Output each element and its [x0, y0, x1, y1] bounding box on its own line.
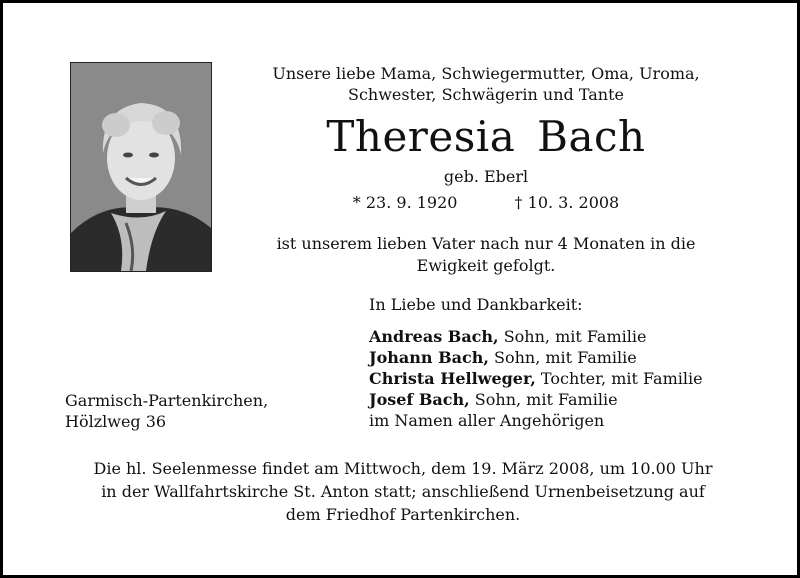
message-text: [225, 233, 747, 277]
mourners-block: [369, 294, 703, 431]
mourner-name: Josef Bach,: [369, 390, 470, 409]
mass-line: Die hl. Seelenmesse findet am Mittwoch, dem 19. März 2008, um 10.00 Uhr: [93, 459, 713, 478]
maiden-name: geb. Eberl: [443, 167, 529, 186]
portrait-icon: [71, 63, 211, 271]
deceased-name: Theresia Bach: [326, 112, 646, 161]
message-line: Ewigkeit gefolgt.: [416, 256, 556, 275]
birth-date: * 23. 9. 1920: [352, 193, 458, 212]
mass-line: in der Wallfahrtskirche St. Anton statt; anschließend Urnenbeisetzung auf: [101, 482, 705, 501]
death-date: † 10. 3. 2008: [514, 193, 620, 212]
mourner-relation: Sohn, mit Familie: [469, 390, 618, 409]
funeral-mass-notice: [43, 457, 763, 526]
mourner-relation: Sohn, mit Familie: [498, 327, 647, 346]
mourner-item: [369, 368, 703, 389]
mass-line: dem Friedhof Partenkirchen.: [285, 505, 521, 524]
mourner-name: Andreas Bach,: [369, 327, 499, 346]
closing-line: im Namen aller Angehörigen: [369, 411, 605, 430]
mourner-name: Christa Hellweger,: [369, 369, 536, 388]
mourner-name: Johann Bach,: [369, 348, 489, 367]
address-line: Garmisch-Partenkirchen,: [65, 391, 269, 410]
intro-line: Schwester, Schwägerin und Tante: [348, 85, 624, 104]
intro-line: Unsere liebe Mama, Schwiegermutter, Oma, Uroma,: [272, 64, 700, 83]
thanks-heading: In Liebe und Dankbarkeit:: [369, 295, 583, 314]
mourner-item: [369, 326, 703, 347]
intro-text: [225, 63, 747, 105]
family-address: [65, 390, 268, 432]
mourner-relation: Sohn, mit Familie: [488, 348, 637, 367]
mourner-item: [369, 389, 703, 410]
mourner-relation: Tochter, mit Familie: [535, 369, 703, 388]
portrait-photo: [70, 62, 212, 272]
life-dates: [225, 193, 747, 213]
address-line: Hölzlweg 36: [65, 412, 167, 431]
mourner-item: [369, 347, 703, 368]
message-line: ist unserem lieben Vater nach nur 4 Monaten in die: [276, 234, 696, 253]
